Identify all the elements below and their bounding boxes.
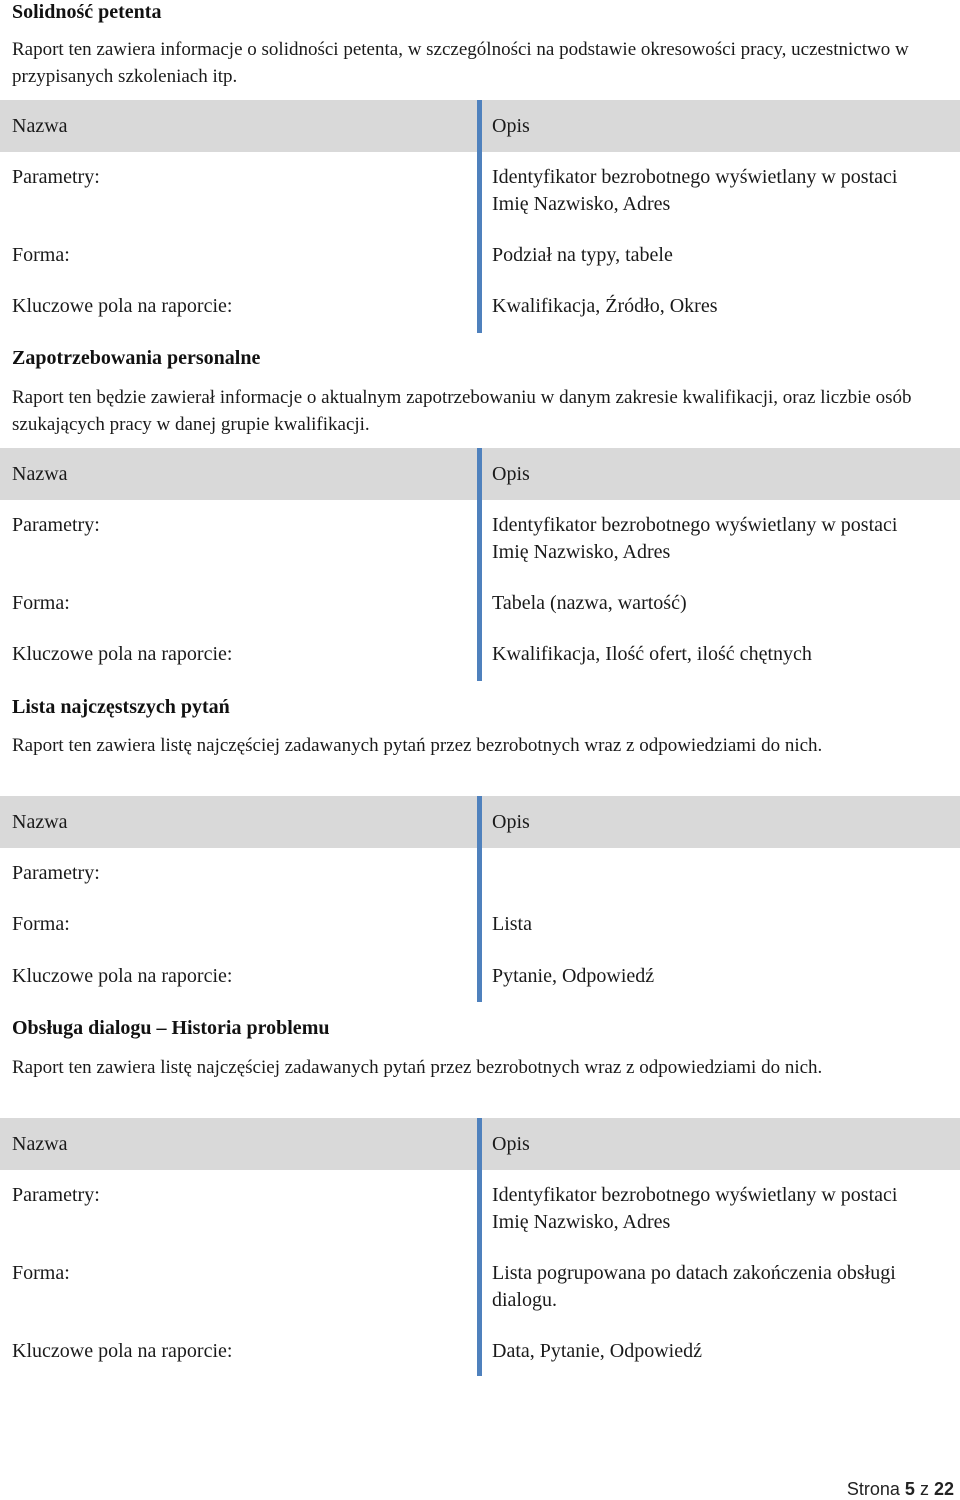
report-table xyxy=(0,1118,960,1376)
table-header-label: Nazwa xyxy=(12,115,68,137)
section-description: Raport ten będzie zawierał informacje o aktualnym zapotrzebowaniu w danym zakresie kwalifikacji, oraz liczbie osób szukających pracy w danej grupie kwalifikacji. xyxy=(12,387,912,435)
row-value-kluczowe-pola: Kwalifikacja, Ilość ofert, ilość chętnych xyxy=(492,643,812,665)
row-label-parametry: Parametry: xyxy=(12,862,100,884)
page-number-prefix: Strona xyxy=(846,1479,900,1499)
table-divider xyxy=(477,448,482,681)
row-value-parametry: Identyfikator bezrobotnego wyświetlany w postaci Imię Nazwisko, Adres xyxy=(492,1184,898,1233)
row-label-forma: Forma: xyxy=(12,913,70,935)
page-number xyxy=(847,1478,954,1500)
row-label-kluczowe-pola: Kluczowe pola na raporcie: xyxy=(12,965,233,987)
row-value-forma: Podział na typy, tabele xyxy=(492,244,673,266)
page-number-separator: z xyxy=(919,1479,929,1499)
row-value-parametry: Identyfikator bezrobotnego wyświetlany w postaci Imię Nazwisko, Adres xyxy=(492,166,898,215)
section-description: Raport ten zawiera informacje o solidności petenta, w szczególności na podstawie okresowości pracy, uczestnictwo w przypisanych szkoleniach itp. xyxy=(12,39,909,87)
table-header-value: Opis xyxy=(492,115,530,137)
row-value-kluczowe-pola: Data, Pytanie, Odpowiedź xyxy=(492,1340,702,1362)
table-header-label: Nazwa xyxy=(12,463,68,485)
table-divider xyxy=(477,100,482,333)
section-title: Zapotrzebowania personalne xyxy=(12,347,261,369)
row-value-parametry: Identyfikator bezrobotnego wyświetlany w postaci Imię Nazwisko, Adres xyxy=(492,514,898,563)
page-number-current: 5 xyxy=(904,1479,915,1499)
row-label-forma: Forma: xyxy=(12,592,70,614)
table-divider xyxy=(477,796,482,1002)
row-label-kluczowe-pola: Kluczowe pola na raporcie: xyxy=(12,643,233,665)
section-title: Solidność petenta xyxy=(12,1,162,23)
row-value-forma: Tabela (nazwa, wartość) xyxy=(492,592,687,614)
row-label-parametry: Parametry: xyxy=(12,1184,100,1206)
table-header-value: Opis xyxy=(492,1133,530,1155)
row-label-parametry: Parametry: xyxy=(12,166,100,188)
page-number-total: 22 xyxy=(933,1479,954,1499)
row-value-kluczowe-pola: Kwalifikacja, Źródło, Okres xyxy=(492,295,718,317)
section-title: Lista najczęstszych pytań xyxy=(12,696,230,718)
row-label-forma: Forma: xyxy=(12,1262,70,1284)
table-header-label: Nazwa xyxy=(12,811,68,833)
table-header-label: Nazwa xyxy=(12,1133,68,1155)
table-header-value: Opis xyxy=(492,811,530,833)
report-table xyxy=(0,448,960,681)
row-label-kluczowe-pola: Kluczowe pola na raporcie: xyxy=(12,295,233,317)
row-value-forma: Lista xyxy=(492,913,532,935)
row-label-forma: Forma: xyxy=(12,244,70,266)
section-description: Raport ten zawiera listę najczęściej zadawanych pytań przez bezrobotnych wraz z odpowiedziami do nich. xyxy=(12,1057,823,1078)
report-table xyxy=(0,796,960,1002)
section-title: Obsługa dialogu – Historia problemu xyxy=(12,1017,330,1039)
row-value-kluczowe-pola: Pytanie, Odpowiedź xyxy=(492,965,655,987)
section-description: Raport ten zawiera listę najczęściej zadawanych pytań przez bezrobotnych wraz z odpowiedziami do nich. xyxy=(12,735,823,756)
table-divider xyxy=(477,1118,482,1376)
row-value-forma: Lista pogrupowana po datach zakończenia obsługi dialogu. xyxy=(492,1262,896,1311)
row-label-parametry: Parametry: xyxy=(12,514,100,536)
report-table xyxy=(0,100,960,333)
row-label-kluczowe-pola: Kluczowe pola na raporcie: xyxy=(12,1340,233,1362)
table-header-value: Opis xyxy=(492,463,530,485)
